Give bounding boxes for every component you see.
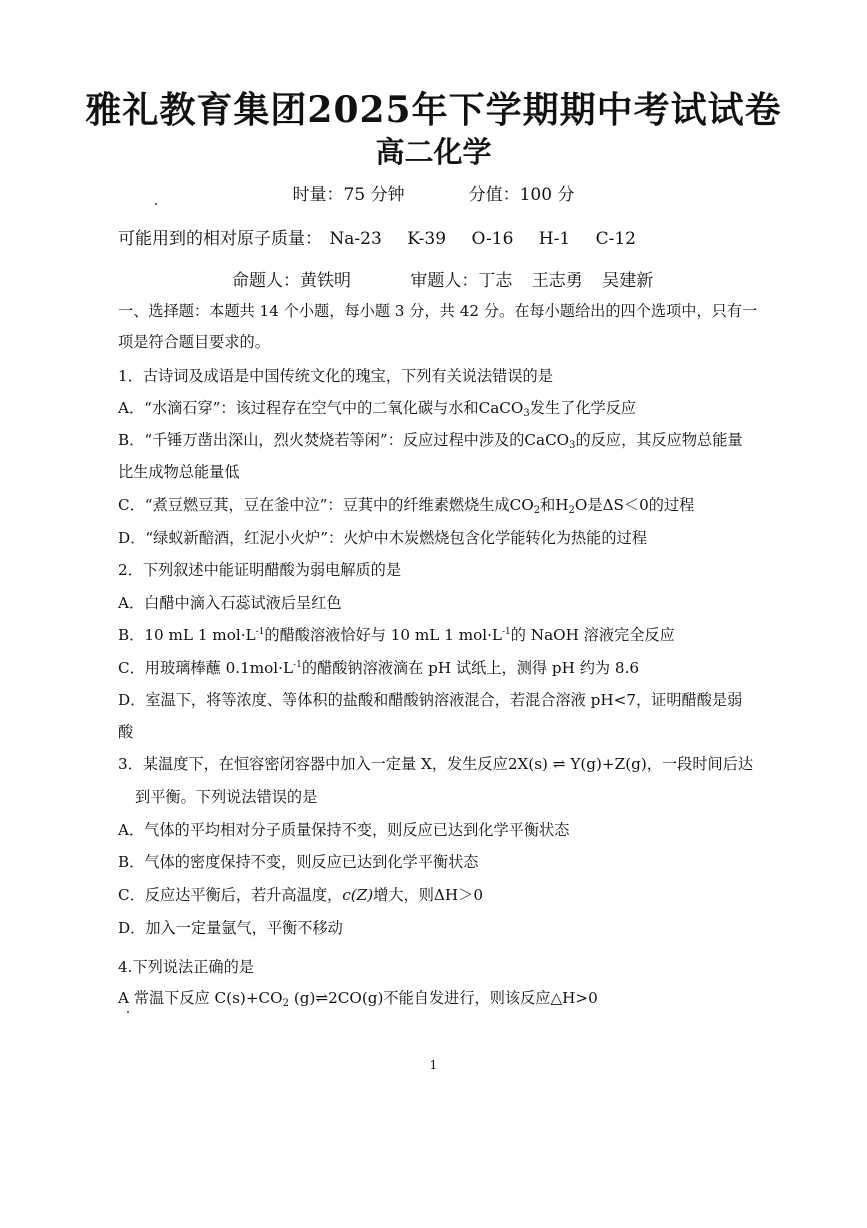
superscript: -1 [293,660,302,670]
superscript: -1 [255,627,265,637]
reviewer: 审题人：丁志 [410,271,513,291]
formula: ΔH＞0 [433,886,483,904]
question-3-option-d: D．加入一定量氩气，平衡不移动 [118,919,343,937]
reviewer: 王志勇 [531,271,583,291]
question-2-option-a: A．白醋中滴入石蕊试液后呈红色 [118,594,342,612]
setter: 命题人：黄铁明 [232,271,351,291]
option-text: 发生了化学反应 [529,399,637,417]
option-text: (g)⇌2CO(g)不能自发进行，则该反应△H>0 [289,989,598,1007]
scan-speck [127,1011,129,1013]
formula: CO [509,496,534,514]
option-text: B．10 mL 1 mol·L [118,626,256,644]
exam-duration: 时量：75 分钟 [292,185,405,205]
option-text: 是 [587,496,603,514]
formula: CaCO [478,399,524,417]
question-3-option-c [118,884,483,905]
question-3-option-b: B．气体的密度保持不变，则反应已达到化学平衡状态 [118,853,479,871]
question-4-option-a [118,987,598,1009]
option-text: C．反应达平衡后，若升高温度， [118,886,343,904]
scan-speck [155,203,157,205]
option-text: 和 [540,496,556,514]
question-1-option-a [118,397,636,419]
question-2-option-d-cont: 酸 [118,723,134,741]
exam-subject: 高二化学 [375,135,492,169]
atomic-masses-label: 可能用到的相对原子质量： [118,229,322,249]
exam-title: 雅礼教育集团2025年下学期期中考试试卷 [85,89,782,131]
formula: CaCO [524,431,570,449]
exam-meta [0,180,867,205]
option-text: 的过程 [648,496,695,514]
question-2-option-b [118,624,675,645]
option-text: A．“水滴石穿”：该过程存在空气中的二氧化碳与水和 [118,399,479,417]
atomic-mass-item: H-1 [538,229,571,249]
section-intro: 项是符合题目要求的。 [118,333,270,351]
reaction-equation: 2X(s) ⇌ Y(g)+Z(g) [507,755,647,773]
atomic-mass-item: Na-23 [329,229,382,249]
option-text: 增大，则 [373,886,434,904]
option-text: 的 NaOH 溶液完全反应 [510,626,675,644]
option-text: 的反应，其反应物总能量 [575,431,743,449]
question-3-option-a: A．气体的平均相对分子质量保持不变，则反应已达到化学平衡状态 [118,821,570,839]
exam-score: 分值：100 分 [468,185,575,205]
question-1-option-d: D．“绿蚁新醅酒，红泥小火炉”：火炉中木炭燃烧包含化学能转化为热能的过程 [118,529,647,547]
subscript: 2 [568,505,575,516]
section-intro: 一、选择题：本题共 14 个小题，每小题 3 分，共 42 分。在每小题给出的四个选项中，只有一 [118,302,758,320]
atomic-masses [118,224,656,249]
question-1-option-b-cont: 比生成物总能量低 [118,463,240,481]
formula: H [555,496,569,514]
question-text: 3．某温度下，在恒容密闭容器中加入一定量 X，发生反应 [118,755,508,773]
option-text: A 常温下反应 C(s)+CO [118,989,283,1007]
question-2-option-c [118,657,639,678]
question-2-stem: 2．下列叙述中能证明醋酸为弱电解质的是 [118,561,402,579]
option-text: C．用玻璃棒蘸 0.1mol·L [118,659,294,677]
formula: c(Z) [342,886,374,904]
option-text: B．“千锤万凿出深山，烈火焚烧若等闲”：反应过程中涉及的 [118,431,525,449]
subscript: 2 [282,998,289,1009]
formula: O [574,496,588,514]
subscript: 2 [533,505,541,516]
question-1-option-c [118,494,694,516]
reviewer: 吴建新 [602,271,654,291]
subscript: 3 [569,440,576,451]
option-text: 的醋酸钠溶液滴在 pH 试纸上，测得 pH 约为 8.6 [301,659,640,677]
option-text: C．“煮豆燃豆萁，豆在釜中泣”：豆萁中的纤维素燃烧生成 [118,496,510,514]
atomic-mass-item: O-16 [471,229,514,249]
question-3-stem [118,753,753,774]
formula: ΔS＜0 [602,496,649,514]
subscript: 3 [523,408,530,419]
option-text: 的醋酸溶液恰好与 10 mL 1 mol·L [264,626,503,644]
question-2-option-d: D．室温下，将等浓度、等体积的盐酸和醋酸钠溶液混合，若混合溶液 pH<7，证明醋酸是弱 [118,691,743,709]
atomic-mass-item: K-39 [407,229,447,249]
question-4-stem: 4.下列说法正确的是 [118,958,254,976]
superscript: -1 [502,627,511,637]
atomic-mass-item: C-12 [595,229,636,249]
page-number: 1 [429,1058,438,1072]
question-1-stem: 1．古诗词及成语是中国传统文化的瑰宝，下列有关说法错误的是 [118,367,553,385]
exam-authors [232,266,667,291]
question-1-option-b [118,429,743,451]
question-3-stem-cont: 到平衡。下列说法错误的是 [135,788,318,806]
question-text: ，一段时间后达 [646,755,754,773]
